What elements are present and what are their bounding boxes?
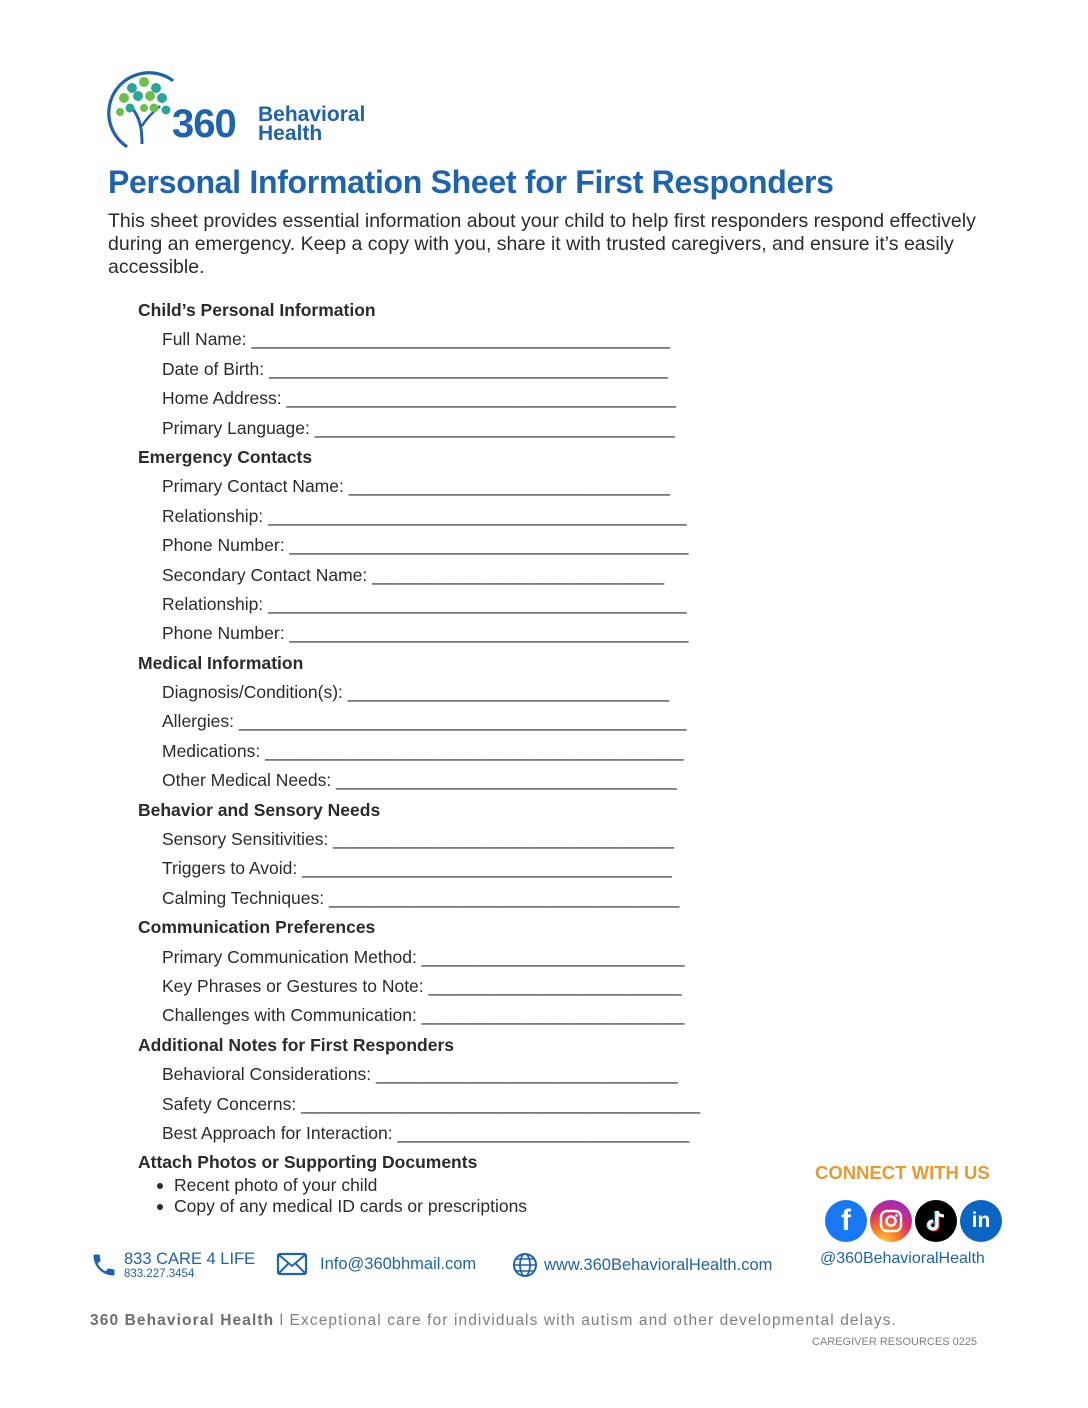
attachment-list: [138, 1175, 778, 1217]
section-attachments: [138, 1148, 778, 1216]
contact-email[interactable]: [276, 1252, 476, 1276]
mail-icon: [276, 1252, 308, 1276]
section-additional-notes: [138, 1031, 778, 1149]
field-primary-contact-name[interactable]: Primary Contact Name: _________________________________: [162, 476, 670, 497]
field-safety-concerns[interactable]: Safety Concerns: _________________________________________: [162, 1093, 701, 1114]
globe-icon: [512, 1252, 538, 1278]
page-title: Personal Information Sheet for First Responders: [108, 164, 834, 200]
logo: [102, 66, 402, 154]
phone-number: 833.227.3454: [124, 1268, 195, 1280]
section-behavior-sensory: [138, 796, 778, 914]
facebook-icon[interactable]: f: [825, 1200, 867, 1242]
instagram-icon[interactable]: [870, 1200, 912, 1242]
section-title: Medical Information: [138, 652, 304, 673]
list-item: Recent photo of your child: [174, 1175, 778, 1196]
field-date-of-birth[interactable]: Date of Birth: _________________________________________: [162, 358, 669, 379]
social-handle[interactable]: @360BehavioralHealth: [820, 1250, 985, 1267]
section-medical-information: [138, 649, 778, 796]
field-full-name[interactable]: Full Name: ___________________________________________: [162, 329, 670, 350]
section-title: Child’s Personal Information: [138, 300, 376, 320]
list-item: Copy of any medical ID cards or prescriptions: [174, 1196, 778, 1217]
field-secondary-contact-name[interactable]: Secondary Contact Name: ______________________________: [162, 564, 665, 585]
email-link: Info@360bhmail.com: [320, 1254, 477, 1273]
footer-tagline: [90, 1312, 897, 1330]
field-allergies[interactable]: Allergies: ______________________________________________: [162, 711, 687, 732]
logo-wordmark: Behavioral Health: [258, 103, 366, 145]
section-title: Additional Notes for First Responders: [138, 1034, 454, 1055]
contact-website[interactable]: [512, 1252, 772, 1278]
social-icons: [825, 1200, 1002, 1242]
website-link: www.360BehavioralHealth.com: [544, 1255, 773, 1274]
field-primary-language[interactable]: Primary Language: _____________________________________: [162, 417, 675, 438]
field-other-medical-needs[interactable]: Other Medical Needs: ___________________________________: [162, 770, 677, 791]
section-title: Communication Preferences: [138, 917, 376, 938]
field-phone-secondary[interactable]: Phone Number: _________________________________________: [162, 623, 689, 644]
field-communication-challenges[interactable]: Challenges with Communication: ___________________________: [162, 1005, 685, 1026]
field-key-phrases[interactable]: Key Phrases or Gestures to Note: __________________________: [162, 975, 682, 996]
form-body: [138, 296, 778, 1217]
phone-main: 833 CARE 4 LIFE: [124, 1250, 256, 1268]
field-triggers[interactable]: Triggers to Avoid: ______________________________________: [162, 858, 672, 879]
linkedin-icon[interactable]: in: [960, 1200, 1002, 1242]
field-sensory-sensitivities[interactable]: Sensory Sensitivities: ___________________________________: [162, 829, 674, 850]
footer-brand: 360 Behavioral Health: [90, 1312, 275, 1329]
connect-heading: CONNECT WITH US: [815, 1162, 990, 1183]
section-communication: [138, 913, 778, 1031]
field-medications[interactable]: Medications: ___________________________________________: [162, 740, 684, 761]
intro-paragraph: This sheet provides essential information about your child to help first responders respond effectively during an emergency. Keep a copy with you, share it with trusted caregivers, and ensure it’s easily accessible.: [108, 210, 976, 278]
section-emergency-contacts: [138, 443, 778, 649]
field-relationship-primary[interactable]: Relationship: ___________________________________________: [162, 505, 687, 526]
field-phone-primary[interactable]: Phone Number: _________________________________________: [162, 535, 689, 556]
field-behavioral-considerations[interactable]: Behavioral Considerations: _______________________________: [162, 1064, 678, 1085]
field-relationship-secondary[interactable]: Relationship: ___________________________________________: [162, 593, 687, 614]
resource-code: CAREGIVER RESOURCES 0225: [812, 1336, 978, 1348]
contact-phone[interactable]: [90, 1250, 255, 1280]
field-calming-techniques[interactable]: Calming Techniques: ____________________________________: [162, 887, 680, 908]
logo-number: 360: [172, 102, 236, 146]
field-best-approach[interactable]: Best Approach for Interaction: ______________________________: [162, 1122, 690, 1143]
phone-icon: [90, 1251, 118, 1279]
section-title: Behavior and Sensory Needs: [138, 799, 381, 820]
field-diagnosis[interactable]: Diagnosis/Condition(s): _________________________________: [162, 682, 669, 703]
field-home-address[interactable]: Home Address: ________________________________________: [162, 388, 676, 409]
footer-text: l Exceptional care for individuals with autism and other developmental delays.: [274, 1312, 898, 1329]
section-childs-personal-information: [138, 296, 778, 443]
field-communication-method[interactable]: Primary Communication Method: ___________________________: [162, 946, 685, 967]
section-title: Emergency Contacts: [138, 446, 313, 467]
tiktok-icon[interactable]: [915, 1200, 957, 1242]
section-title: Attach Photos or Supporting Documents: [138, 1152, 478, 1173]
